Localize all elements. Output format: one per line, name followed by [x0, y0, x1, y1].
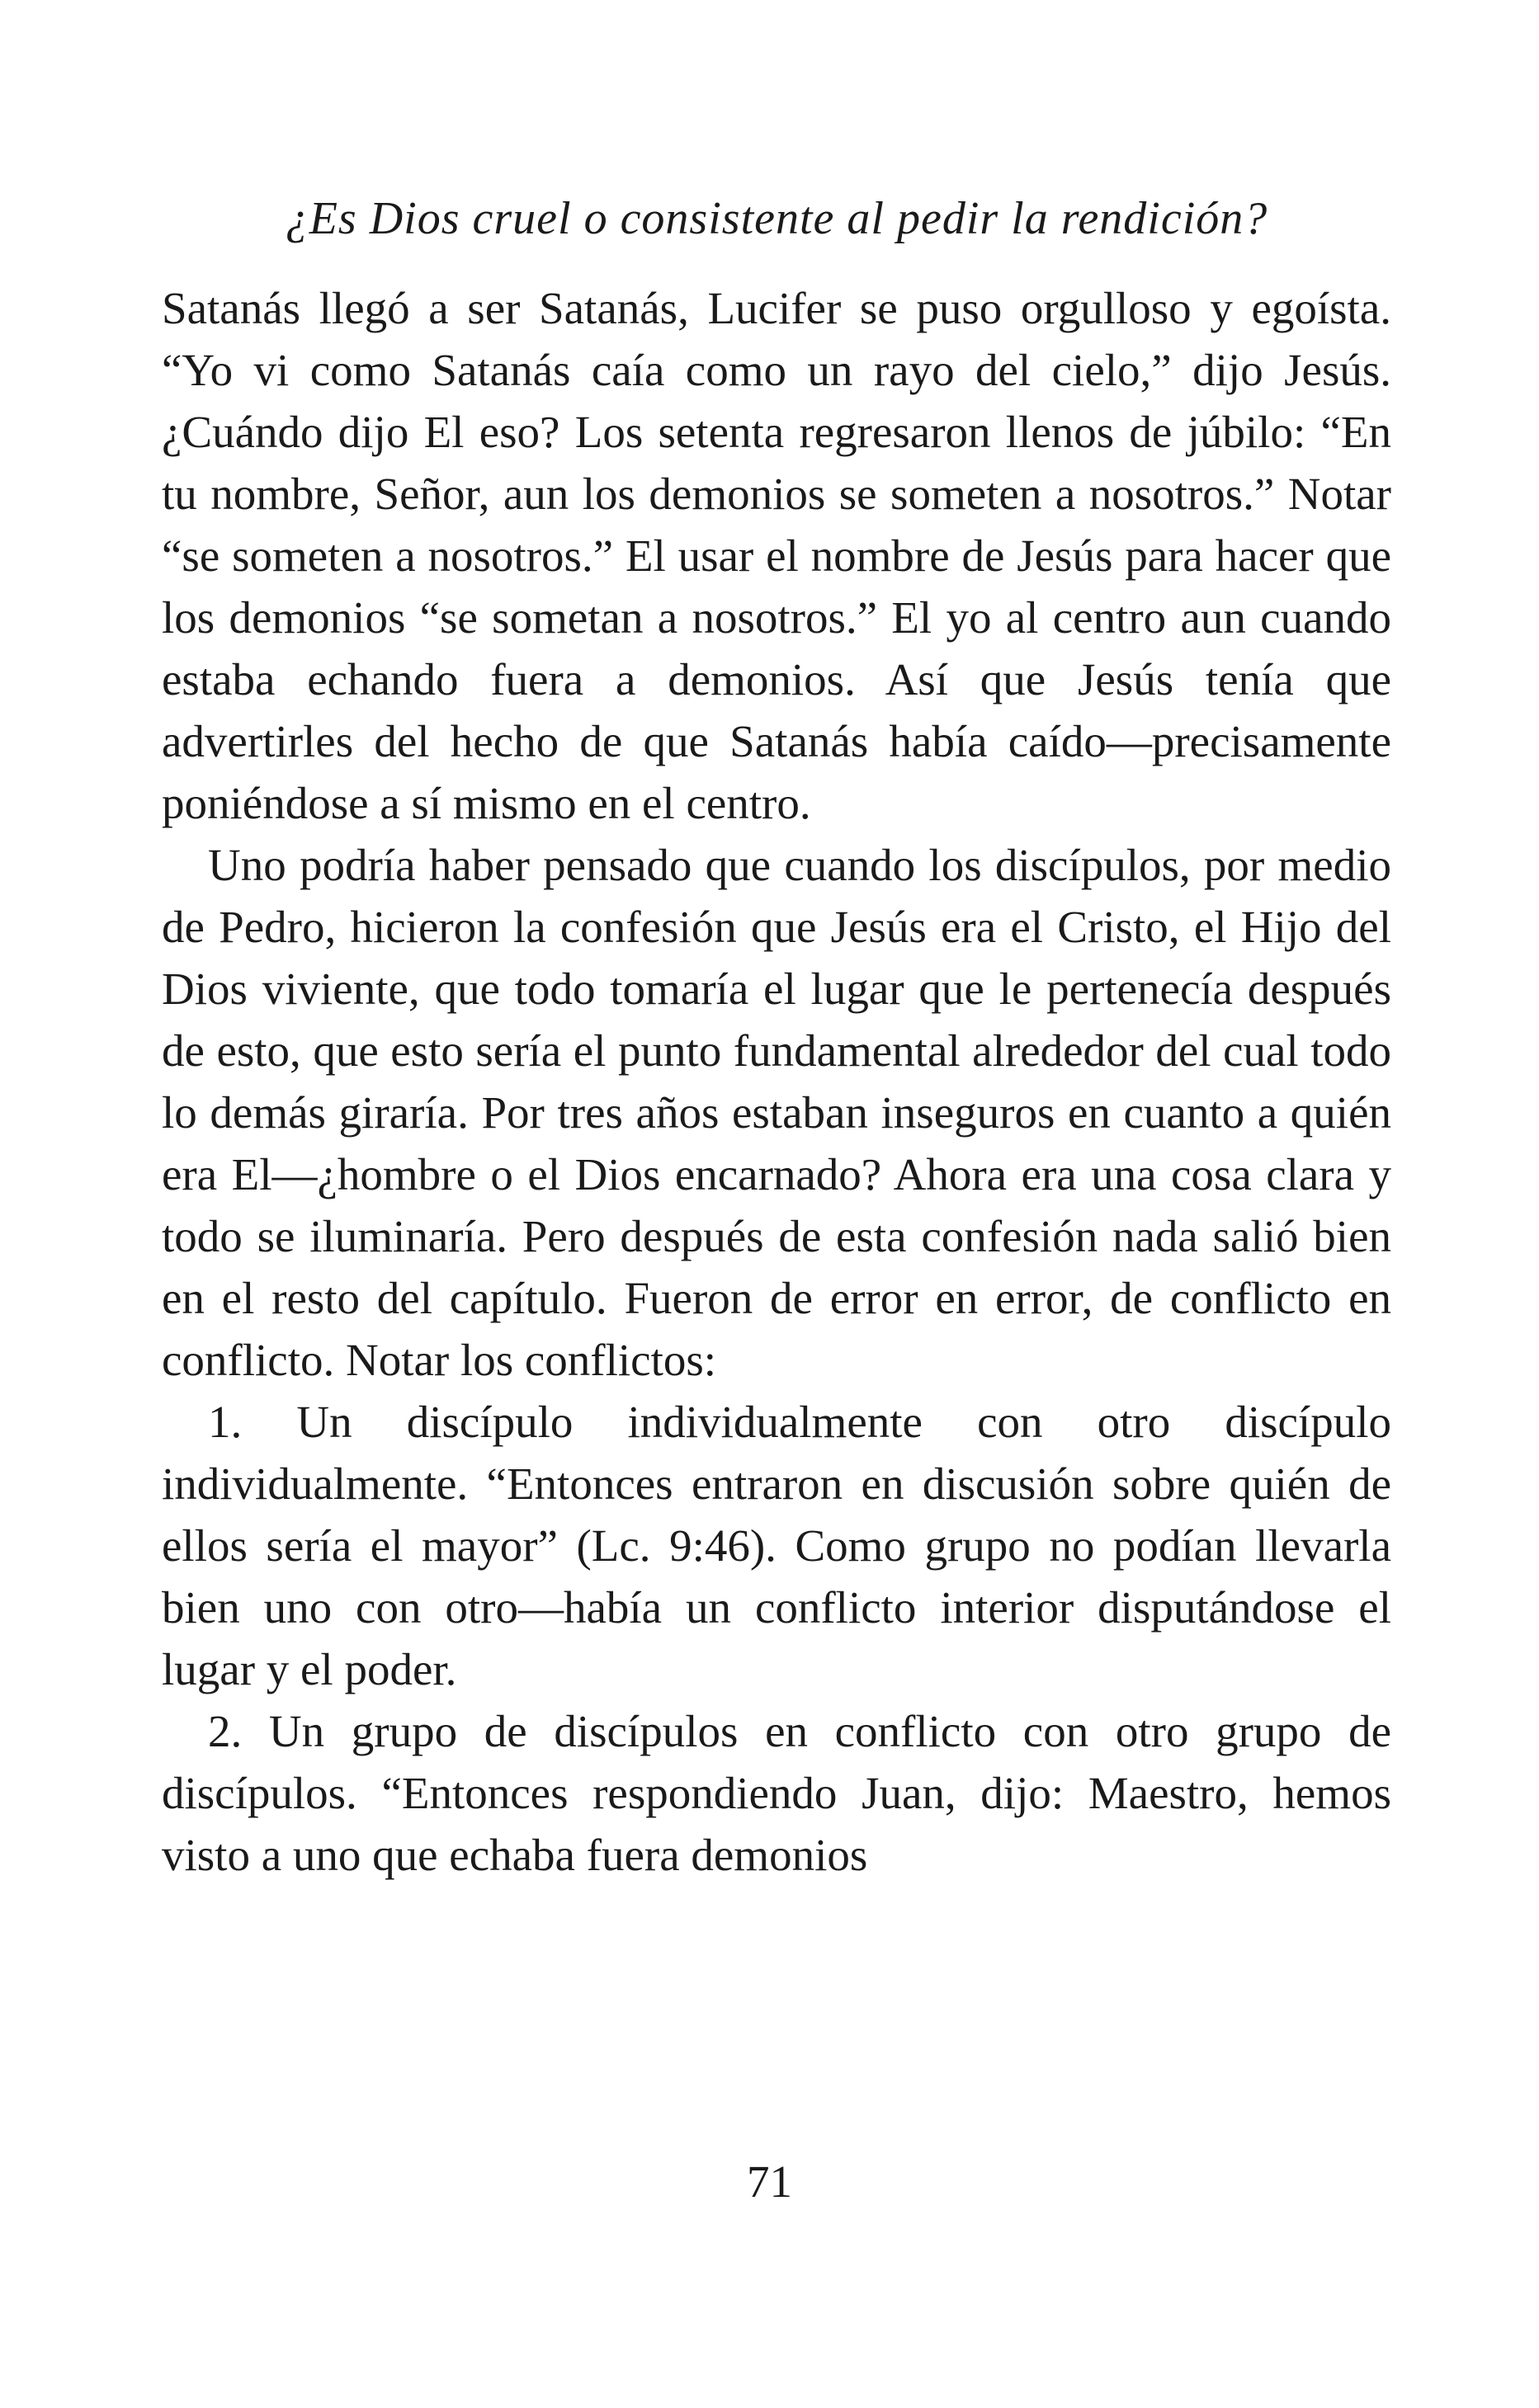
page-content [162, 190, 1391, 1886]
paragraph-satanas: Satanás llegó a ser Satanás, Lucifer se puso orgulloso y egoísta. “Yo vi como Satanás caía como un rayo del cielo,” dijo Jesús. ¿Cuándo dijo El eso? Los setenta regresaron llenos de júbilo: “En tu nombre, Señor, aun los demonios se someten a nosotros.” Notar “se someten a nosotros.” El usar el nombre de Jesús para hacer que los demonios “se sometan a nosotros.” El yo al centro aun cuando estaba echando fuera a demonios. Así que Jesús tenía que advertirles del hecho de que Satanás había caído—precisamente poniéndose a sí mismo en el centro. [162, 283, 1391, 828]
paragraph-confesion: Uno podría haber pensado que cuando los discípulos, por medio de Pedro, hicieron la confesión que Jesús era el Cristo, el Hijo del Dios viviente, que todo tomaría el lugar que le pertenecía después de esto, que esto sería el punto fundamental alrededor del cual todo lo demás giraría. Por tres años estaban inseguros en cuanto a quién era El—¿hombre o el Dios encarnado? Ahora era una cosa clara y todo se iluminaría. Pero después de esta confesión nada salió bien en el resto del capítulo. Fueron de error en error, de conflicto en conflicto. Notar los conflictos: [162, 840, 1391, 1385]
running-head: ¿Es Dios cruel o consistente al pedir la rendición? [285, 193, 1268, 244]
page-number: 71 [747, 2156, 792, 2207]
paragraph-conflict-1: 1. Un discípulo individualmente con otro discípulo individualmente. “Entonces entraron en discusión sobre quién de ellos sería el mayor” (Lc. 9:46). Como grupo no podían llevarla bien uno con otro—había un conflicto interior disputándose el lugar y el poder. [162, 1397, 1391, 1694]
paragraph-conflict-2: 2. Un grupo de discípulos en conflicto con otro grupo de discípulos. “Entonces respondiendo Juan, dijo: Maestro, hemos visto a uno que echaba fuera demonios [162, 1706, 1391, 1880]
